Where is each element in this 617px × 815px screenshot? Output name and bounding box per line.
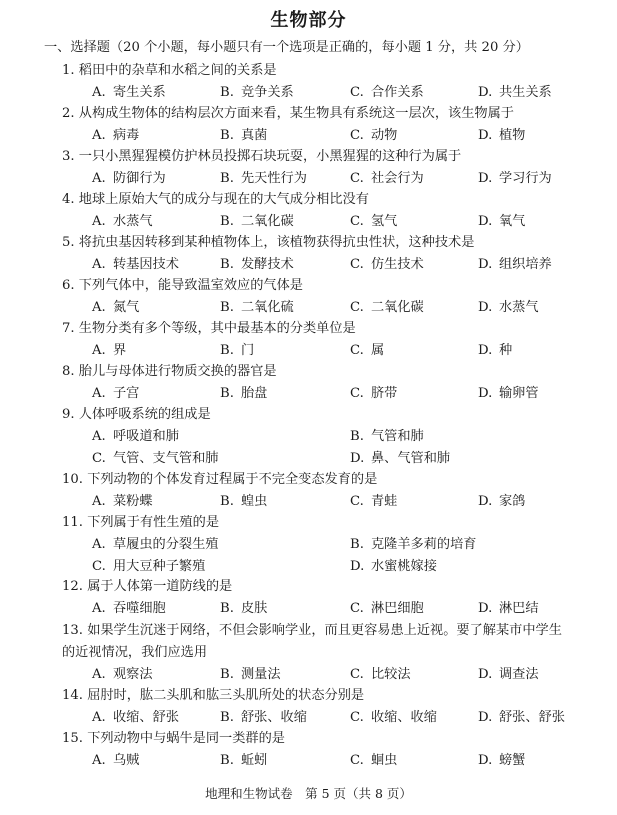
option-d — [478, 211, 525, 233]
option-a — [92, 707, 179, 729]
option-text: 仿生技术 — [371, 257, 424, 272]
option-letter: C. — [350, 85, 364, 100]
option-letter: B. — [220, 171, 234, 186]
option-letter: D. — [350, 559, 365, 574]
option-letter: D. — [478, 257, 493, 272]
question-text: 下列气体中，能导致温室效应的气体是 — [78, 278, 303, 293]
option-a — [92, 664, 153, 686]
option-letter: B. — [220, 343, 234, 358]
question-stem — [62, 275, 303, 297]
question-number: 2. — [62, 106, 75, 121]
option-b — [350, 426, 424, 448]
option-letter: A. — [92, 429, 106, 444]
question-text: 地球上原始大气的成分与现在的大气成分相比没有 — [78, 192, 369, 207]
question-stem — [62, 620, 562, 642]
option-text: 二氧化碳 — [241, 214, 294, 229]
option-c — [350, 297, 424, 319]
option-text: 吞噬细胞 — [113, 601, 166, 616]
option-text: 比较法 — [371, 667, 411, 682]
option-text: 动物 — [371, 128, 398, 143]
option-text: 调查法 — [499, 667, 539, 682]
option-letter: A. — [92, 343, 106, 358]
option-b — [220, 340, 254, 362]
option-text: 蚯蚓 — [241, 753, 268, 768]
option-b — [220, 491, 267, 513]
option-text: 鼻、气管和肺 — [371, 451, 451, 466]
option-letter: C. — [92, 451, 106, 466]
page-title: 生物部分 — [270, 10, 347, 31]
option-letter: D. — [478, 710, 493, 725]
option-a — [92, 750, 139, 772]
question-stem — [62, 469, 377, 491]
question-number: 5. — [62, 235, 75, 250]
option-letter: C. — [92, 559, 106, 574]
option-text: 呼吸道和肺 — [113, 429, 179, 444]
question-number: 6. — [62, 278, 75, 293]
option-text: 共生关系 — [499, 85, 552, 100]
option-c — [350, 254, 424, 276]
option-d — [478, 707, 565, 729]
option-letter: D. — [478, 128, 493, 143]
question-text: 如果学生沉迷于网络，不但会影响学业，而且更容易患上近视。要了解某市中学生 — [87, 623, 562, 638]
option-a — [92, 426, 179, 448]
option-letter: C. — [350, 128, 364, 143]
option-a — [92, 491, 153, 513]
question-number: 10. — [62, 472, 83, 487]
option-c — [350, 82, 424, 104]
question-number: 9. — [62, 407, 75, 422]
option-text: 病毒 — [113, 128, 140, 143]
option-letter: B. — [350, 429, 364, 444]
option-letter: B. — [220, 214, 234, 229]
option-b — [220, 707, 307, 729]
option-text: 发酵技术 — [241, 257, 294, 272]
option-d — [478, 598, 539, 620]
question-stem — [62, 60, 277, 82]
option-c — [350, 211, 397, 233]
option-text: 螃蟹 — [499, 753, 526, 768]
option-text: 青蛙 — [371, 494, 398, 509]
option-letter: B. — [220, 257, 234, 272]
question-text-continued: 的近视情况，我们应选用 — [62, 645, 208, 660]
question-number: 3. — [62, 149, 75, 164]
question-text: 属于人体第一道防线的是 — [87, 579, 233, 594]
option-c — [350, 598, 424, 620]
option-b — [220, 750, 267, 772]
option-text: 舒张、舒张 — [499, 710, 565, 725]
option-letter: A. — [92, 257, 106, 272]
option-letter: A. — [92, 667, 106, 682]
question-stem — [62, 728, 285, 750]
option-text: 属 — [371, 343, 385, 358]
option-d — [478, 750, 525, 772]
option-b — [220, 383, 267, 405]
question-stem — [62, 404, 211, 426]
option-c — [350, 125, 397, 147]
option-letter: D. — [478, 171, 493, 186]
option-text: 先天性行为 — [241, 171, 307, 186]
option-text: 二氧化硫 — [241, 300, 294, 315]
option-text: 用大豆种子繁殖 — [113, 559, 206, 574]
option-b — [350, 534, 477, 556]
option-b — [220, 125, 267, 147]
option-d — [350, 448, 450, 470]
option-c — [350, 383, 397, 405]
option-text: 水蒸气 — [113, 214, 153, 229]
question-text: 下列动物的个体发育过程属于不完全变态发育的是 — [87, 472, 378, 487]
option-d — [478, 664, 539, 686]
option-letter: A. — [92, 128, 106, 143]
option-text: 收缩、舒张 — [113, 710, 179, 725]
option-letter: A. — [92, 300, 106, 315]
option-a — [92, 254, 179, 276]
question-stem — [62, 361, 277, 383]
option-letter: A. — [92, 537, 106, 552]
question-stem — [62, 103, 514, 125]
option-letter: C. — [350, 494, 364, 509]
option-a — [92, 168, 166, 190]
option-c — [350, 707, 437, 729]
option-a — [92, 598, 166, 620]
option-c — [350, 664, 411, 686]
option-text: 淋巴结 — [499, 601, 539, 616]
option-text: 舒张、收缩 — [241, 710, 307, 725]
question-text: 下列动物中与蜗牛是同一类群的是 — [87, 731, 285, 746]
question-text: 下列属于有性生殖的是 — [87, 515, 220, 530]
option-letter: C. — [350, 386, 364, 401]
question-stem — [62, 685, 364, 707]
option-d — [478, 82, 552, 104]
question-number: 7. — [62, 321, 75, 336]
option-text: 观察法 — [113, 667, 153, 682]
option-text: 水蜜桃嫁接 — [371, 559, 437, 574]
option-letter: B. — [220, 494, 234, 509]
option-a — [92, 534, 219, 556]
question-stem — [62, 146, 461, 168]
option-text: 子宫 — [113, 386, 140, 401]
option-text: 气管、支气管和肺 — [113, 451, 219, 466]
option-d — [478, 125, 525, 147]
option-c — [92, 448, 219, 470]
option-text: 组织培养 — [499, 257, 552, 272]
option-letter: C. — [350, 753, 364, 768]
option-text: 氮气 — [113, 300, 140, 315]
option-b — [220, 664, 281, 686]
option-letter: C. — [350, 300, 364, 315]
option-letter: B. — [220, 667, 234, 682]
question-stem — [62, 232, 474, 254]
option-letter: B. — [350, 537, 364, 552]
question-number: 4. — [62, 192, 75, 207]
option-letter: B. — [220, 85, 234, 100]
option-letter: B. — [220, 601, 234, 616]
option-letter: B. — [220, 300, 234, 315]
option-d — [478, 383, 539, 405]
option-letter: D. — [478, 214, 493, 229]
option-letter: B. — [220, 386, 234, 401]
option-text: 菜粉蝶 — [113, 494, 153, 509]
option-d — [478, 491, 525, 513]
question-number: 8. — [62, 364, 75, 379]
option-a — [92, 340, 126, 362]
option-letter: B. — [220, 128, 234, 143]
question-text: 人体呼吸系统的组成是 — [78, 407, 211, 422]
option-text: 草履虫的分裂生殖 — [113, 537, 219, 552]
option-text: 氢气 — [371, 214, 398, 229]
question-number: 11. — [62, 515, 83, 530]
option-text: 防御行为 — [113, 171, 166, 186]
option-text: 氧气 — [499, 214, 526, 229]
option-c — [350, 168, 424, 190]
question-text: 从构成生物体的结构层次方面来看，某生物具有系统这一层次，该生物属于 — [78, 106, 514, 121]
question-text: 生物分类有多个等级，其中最基本的分类单位是 — [78, 321, 356, 336]
option-letter: D. — [478, 300, 493, 315]
question-number: 14. — [62, 688, 83, 703]
option-c — [350, 340, 384, 362]
question-stem — [62, 512, 219, 534]
question-number: 15. — [62, 731, 83, 746]
section-header: 一、选择题（20 个小题，每小题只有一个选项是正确的，每小题 1 分，共 20 分） — [44, 40, 529, 55]
option-b — [220, 297, 294, 319]
option-d — [478, 297, 539, 319]
option-text: 转基因技术 — [113, 257, 179, 272]
option-b — [220, 82, 294, 104]
option-letter: C. — [350, 171, 364, 186]
option-letter: D. — [478, 494, 493, 509]
question-text: 胎儿与母体进行物质交换的器官是 — [78, 364, 277, 379]
option-letter: C. — [350, 214, 364, 229]
option-letter: D. — [478, 667, 493, 682]
option-c — [350, 750, 397, 772]
option-letter: A. — [92, 601, 106, 616]
option-d — [478, 340, 512, 362]
question-stem — [62, 576, 232, 598]
option-text: 皮肤 — [241, 601, 268, 616]
question-text: 将抗虫基因转移到某种植物体上，该植物获得抗虫性状，这种技术是 — [78, 235, 475, 250]
option-letter: D. — [478, 386, 493, 401]
option-letter: C. — [350, 257, 364, 272]
option-text: 学习行为 — [499, 171, 552, 186]
option-b — [220, 598, 267, 620]
option-letter: C. — [350, 343, 364, 358]
option-text: 界 — [113, 343, 127, 358]
option-letter: A. — [92, 386, 106, 401]
option-letter: B. — [220, 710, 234, 725]
option-letter: A. — [92, 171, 106, 186]
option-c — [92, 556, 205, 578]
option-d — [478, 254, 552, 276]
question-number: 1. — [62, 63, 75, 78]
option-text: 门 — [241, 343, 255, 358]
question-text: 一只小黑猩猩模仿护林员投掷石块玩耍，小黑猩猩的这种行为属于 — [78, 149, 462, 164]
option-letter: A. — [92, 753, 106, 768]
option-letter: D. — [478, 753, 493, 768]
option-a — [92, 211, 153, 233]
option-b — [220, 254, 294, 276]
option-text: 乌贼 — [113, 753, 140, 768]
option-text: 蝗虫 — [241, 494, 268, 509]
option-letter: C. — [350, 710, 364, 725]
option-text: 蛔虫 — [371, 753, 398, 768]
option-text: 收缩、收缩 — [371, 710, 437, 725]
option-text: 种 — [499, 343, 513, 358]
question-number: 12. — [62, 579, 83, 594]
question-text: 稻田中的杂草和水稻之间的关系是 — [78, 63, 277, 78]
option-letter: A. — [92, 494, 106, 509]
option-letter: D. — [478, 85, 493, 100]
option-a — [92, 297, 139, 319]
option-text: 测量法 — [241, 667, 281, 682]
option-letter: D. — [350, 451, 365, 466]
option-a — [92, 383, 139, 405]
option-text: 家鸽 — [499, 494, 526, 509]
option-text: 输卵管 — [499, 386, 539, 401]
option-text: 植物 — [499, 128, 526, 143]
option-letter: C. — [350, 601, 364, 616]
option-text: 社会行为 — [371, 171, 424, 186]
option-text: 克隆羊多莉的培育 — [371, 537, 477, 552]
option-text: 气管和肺 — [371, 429, 424, 444]
option-letter: B. — [220, 753, 234, 768]
option-a — [92, 82, 166, 104]
option-b — [220, 211, 294, 233]
question-stem — [62, 189, 369, 211]
option-letter: D. — [478, 343, 493, 358]
option-text: 脐带 — [371, 386, 398, 401]
question-stem — [62, 318, 356, 340]
option-letter: A. — [92, 214, 106, 229]
option-letter: C. — [350, 667, 364, 682]
option-c — [350, 491, 397, 513]
option-b — [220, 168, 307, 190]
option-text: 竞争关系 — [241, 85, 294, 100]
option-text: 合作关系 — [371, 85, 424, 100]
option-d — [350, 556, 437, 578]
option-text: 二氧化碳 — [371, 300, 424, 315]
option-text: 胎盘 — [241, 386, 268, 401]
option-text: 淋巴细胞 — [371, 601, 424, 616]
question-number: 13. — [62, 623, 83, 638]
page-footer: 地理和生物试卷 第 5 页（共 8 页） — [205, 786, 412, 801]
option-a — [92, 125, 139, 147]
option-text: 水蒸气 — [499, 300, 539, 315]
option-letter: D. — [478, 601, 493, 616]
option-letter: A. — [92, 710, 106, 725]
option-text: 寄生关系 — [113, 85, 166, 100]
question-text: 屈肘时，肱二头肌和肱三头肌所处的状态分别是 — [87, 688, 365, 703]
option-text: 真菌 — [241, 128, 268, 143]
option-letter: A. — [92, 85, 106, 100]
option-d — [478, 168, 552, 190]
